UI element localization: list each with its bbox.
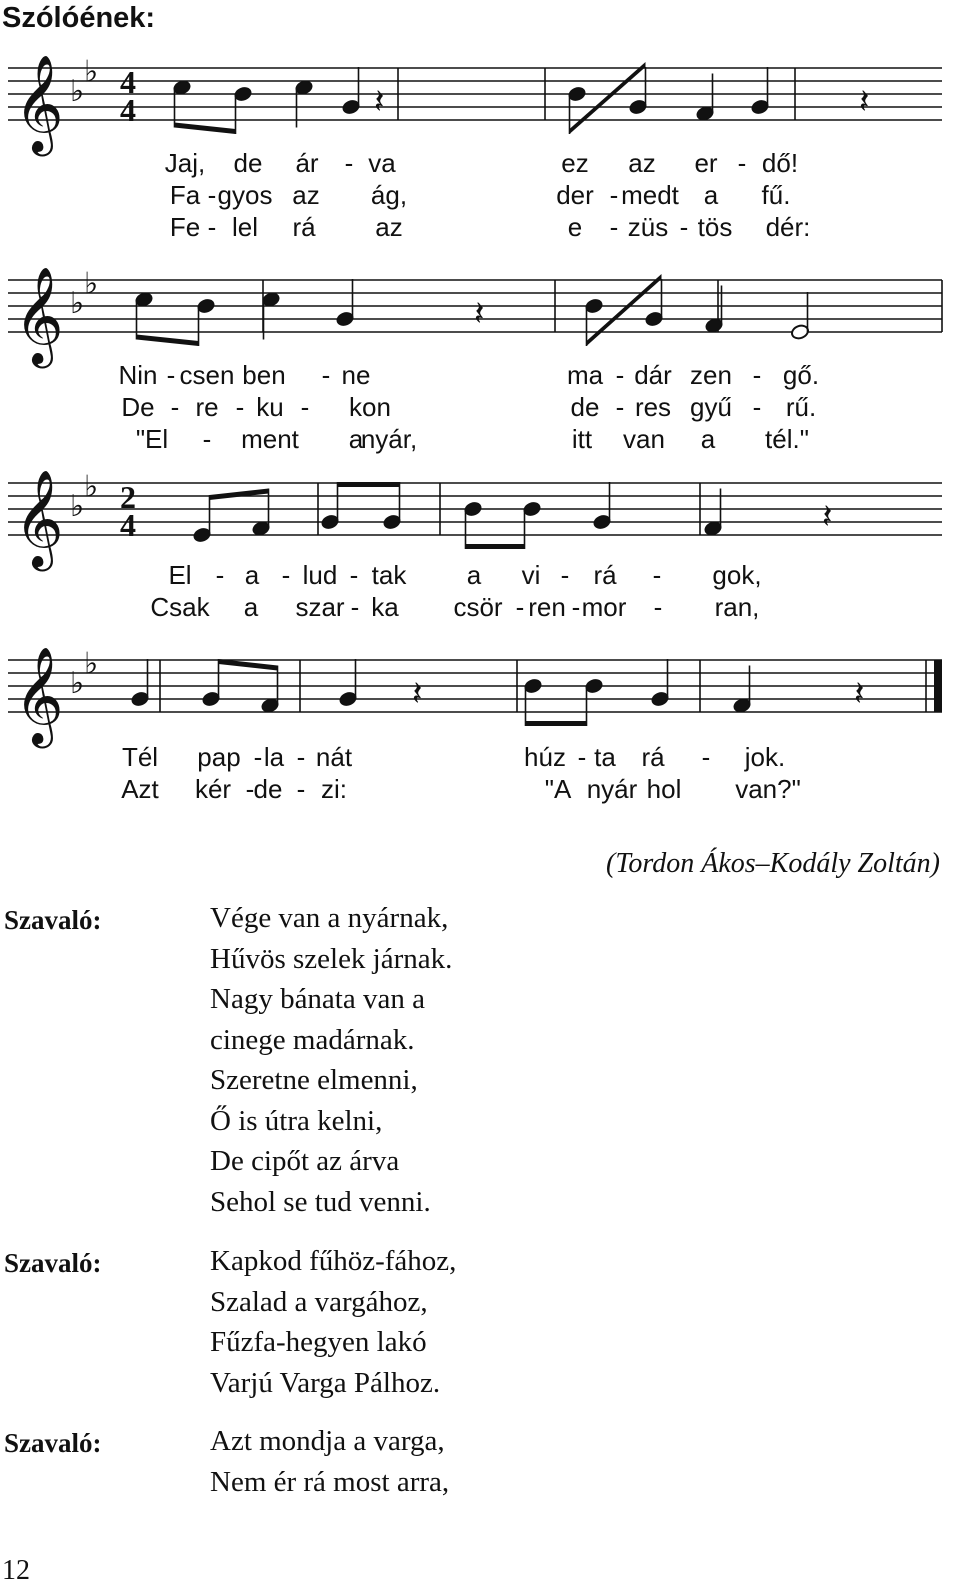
beam bbox=[338, 482, 400, 487]
lyric-syllable: a bbox=[348, 424, 364, 454]
lyric-syllable: züs bbox=[627, 212, 669, 242]
lyric-syllable: "El bbox=[135, 424, 169, 454]
beam bbox=[466, 544, 525, 549]
lyric-hyphen: - bbox=[344, 148, 354, 178]
lyric-syllable: gyű bbox=[690, 392, 732, 422]
recitation-line: Vége van a nyárnak, bbox=[210, 902, 449, 934]
lyric-syllable: ben bbox=[242, 360, 286, 390]
lyric-hyphen: - bbox=[300, 392, 310, 422]
lyric-hyphen: - bbox=[296, 774, 306, 804]
final-bar bbox=[934, 660, 942, 712]
lyric-syllable: lud bbox=[302, 560, 338, 590]
treble-clef-icon: 𝄞 bbox=[14, 54, 64, 152]
lyric-syllable: jok. bbox=[744, 742, 786, 772]
lyrics-block-4 bbox=[0, 742, 960, 806]
lyric-syllable: der bbox=[556, 180, 594, 210]
lyric-syllable: a bbox=[244, 560, 260, 590]
lyric-syllable: e bbox=[567, 212, 583, 242]
lyric-syllable: a bbox=[700, 424, 716, 454]
lyric-syllable: El bbox=[168, 560, 192, 590]
beam bbox=[219, 659, 278, 671]
lyric-hyphen: - bbox=[515, 592, 525, 622]
music-staff-2 bbox=[0, 252, 960, 362]
lyrics-block-2 bbox=[0, 360, 960, 456]
page-number: 12 bbox=[2, 1555, 30, 1586]
lyric-syllable: zen bbox=[690, 360, 732, 390]
flat-b-icon: ♭ bbox=[70, 666, 85, 701]
lyric-syllable: szar bbox=[295, 592, 345, 622]
lyric-syllable: mor bbox=[581, 592, 627, 622]
lyric-hyphen: - bbox=[166, 360, 176, 390]
lyric-syllable: gő. bbox=[782, 360, 820, 390]
lyric-syllable: csör bbox=[453, 592, 503, 622]
lyric-syllable: dár bbox=[634, 360, 672, 390]
lyric-hyphen: - bbox=[235, 392, 245, 422]
lyric-syllable: gyos bbox=[217, 180, 273, 210]
lyric-hyphen: - bbox=[609, 180, 619, 210]
speaker-label: Szavaló: bbox=[4, 1248, 102, 1278]
lyric-line bbox=[0, 774, 960, 806]
lyric-syllable: az bbox=[375, 212, 403, 242]
recitation-stanza-2 bbox=[210, 1241, 456, 1403]
lyric-syllable: Fa bbox=[169, 180, 201, 210]
lyric-syllable: de bbox=[570, 392, 600, 422]
quarter-rest-icon: 𝄽 bbox=[854, 674, 865, 714]
recitation-line: Szalad a vargához, bbox=[210, 1285, 428, 1318]
lyric-hyphen: - bbox=[253, 742, 263, 772]
lyric-syllable: de bbox=[253, 774, 283, 804]
lyric-syllable: ma bbox=[566, 360, 604, 390]
treble-clef-icon: 𝄞 bbox=[14, 469, 64, 567]
lyric-syllable: Nin bbox=[118, 360, 158, 390]
lyric-hyphen: - bbox=[752, 360, 762, 390]
lyric-hyphen: - bbox=[615, 360, 625, 390]
lyric-syllable: Tél bbox=[121, 742, 159, 772]
flat-e-icon: ♭ bbox=[84, 469, 99, 505]
recitation-line: Kapkod fűhöz-fához, bbox=[210, 1245, 457, 1277]
lyric-hyphen: - bbox=[652, 560, 662, 590]
lyric-hyphen: - bbox=[679, 212, 689, 242]
lyric-line bbox=[0, 392, 960, 424]
lyric-syllable: ka bbox=[371, 592, 399, 622]
recitation-line: Nem ér rá most arra, bbox=[210, 1465, 450, 1498]
music-staff-1 bbox=[0, 40, 960, 150]
lyric-syllable: gok, bbox=[712, 560, 762, 590]
lyric-syllable: nát bbox=[315, 742, 353, 772]
lyric-syllable: pap bbox=[197, 742, 241, 772]
lyric-syllable: vi bbox=[521, 560, 541, 590]
lyric-hyphen: - bbox=[170, 392, 180, 422]
lyric-syllable: va bbox=[368, 148, 396, 178]
music-staff-3 bbox=[0, 455, 960, 565]
recitation-line: Fűzfa-hegyen lakó bbox=[210, 1326, 427, 1358]
lyric-hyphen: - bbox=[215, 560, 225, 590]
lyric-line bbox=[0, 212, 960, 244]
lyric-hyphen: - bbox=[202, 424, 212, 454]
time-signature-bottom: 4 bbox=[120, 507, 136, 543]
lyric-hyphen: - bbox=[752, 392, 762, 422]
lyric-syllable: fű. bbox=[761, 180, 791, 210]
lyric-syllable: itt bbox=[571, 424, 593, 454]
lyric-syllable: "A bbox=[544, 774, 572, 804]
beam bbox=[210, 489, 269, 501]
lyric-line bbox=[0, 360, 960, 392]
lyric-line bbox=[0, 424, 960, 456]
lyric-hyphen: - bbox=[245, 774, 255, 804]
lyric-syllable: a bbox=[243, 592, 259, 622]
lyric-syllable: dér: bbox=[765, 212, 811, 242]
lyric-syllable: dő! bbox=[761, 148, 799, 178]
flat-b-icon: ♭ bbox=[70, 489, 85, 524]
lyric-syllable: hol bbox=[646, 774, 682, 804]
recitation-line: cinege madárnak. bbox=[210, 1023, 415, 1056]
lyric-hyphen: - bbox=[207, 212, 217, 242]
lyric-syllable: Fe bbox=[169, 212, 201, 242]
lyric-syllable: ren bbox=[528, 592, 566, 622]
lyric-syllable: ran, bbox=[714, 592, 760, 622]
quarter-rest-icon: 𝄽 bbox=[859, 82, 870, 122]
treble-clef-icon: 𝄞 bbox=[14, 646, 64, 744]
lyric-syllable: az bbox=[292, 180, 320, 210]
lyric-hyphen: - bbox=[609, 212, 619, 242]
lyric-syllable: Jaj, bbox=[164, 148, 206, 178]
beam bbox=[526, 721, 587, 726]
lyric-syllable: az bbox=[628, 148, 656, 178]
lyric-hyphen: - bbox=[207, 180, 217, 210]
lyric-syllable: rá bbox=[593, 560, 617, 590]
time-signature-bottom: 4 bbox=[120, 92, 136, 128]
lyric-hyphen: - bbox=[737, 148, 747, 178]
lyric-syllable: van?" bbox=[735, 774, 801, 804]
lyric-hyphen: - bbox=[615, 392, 625, 422]
flat-e-icon: ♭ bbox=[84, 266, 99, 302]
music-staff-4 bbox=[0, 632, 960, 742]
recitation-line: Varjú Varga Pálhoz. bbox=[210, 1366, 441, 1399]
beam bbox=[175, 123, 236, 135]
flat-b-icon: ♭ bbox=[70, 74, 85, 109]
recitation-line: Szeretne elmenni, bbox=[210, 1064, 418, 1096]
recitation-line: Ő is útra kelni, bbox=[210, 1104, 383, 1137]
quarter-rest-icon: 𝄽 bbox=[412, 674, 423, 714]
lyric-syllable: csen bbox=[179, 360, 235, 390]
lyric-syllable: medt bbox=[621, 180, 679, 210]
speaker-label: Szavaló: bbox=[4, 1428, 102, 1458]
lyric-syllable: tös bbox=[697, 212, 733, 242]
lyric-hyphen: - bbox=[281, 560, 291, 590]
lyric-hyphen: - bbox=[571, 592, 581, 622]
time-signature-top: 4 bbox=[120, 64, 136, 100]
flat-e-icon: ♭ bbox=[84, 54, 99, 90]
quarter-rest-icon: 𝄽 bbox=[374, 82, 385, 122]
flat-e-icon: ♭ bbox=[84, 646, 99, 682]
time-signature-top: 2 bbox=[120, 479, 136, 515]
flat-b-icon: ♭ bbox=[70, 286, 85, 321]
page-title: Szólóének: bbox=[2, 2, 156, 34]
lyric-syllable: Azt bbox=[121, 774, 159, 804]
lyric-syllable: ment bbox=[241, 424, 299, 454]
quarter-rest-icon: 𝄽 bbox=[474, 294, 485, 334]
lyric-syllable: res bbox=[634, 392, 672, 422]
lyric-hyphen: - bbox=[653, 592, 663, 622]
lyric-syllable: kon bbox=[349, 392, 391, 422]
recitation-line: Azt mondja a varga, bbox=[210, 1425, 445, 1457]
lyric-syllable: tak bbox=[371, 560, 407, 590]
lyric-syllable: a bbox=[703, 180, 719, 210]
speaker-label: Szavaló: bbox=[4, 905, 102, 935]
lyric-hyphen: - bbox=[321, 360, 331, 390]
recitation-line: Hűvös szelek járnak. bbox=[210, 942, 453, 975]
recitation-stanza-1 bbox=[210, 898, 452, 1222]
beam bbox=[137, 335, 199, 347]
lyric-syllable: ku bbox=[256, 392, 284, 422]
lyric-syllable: re bbox=[195, 392, 219, 422]
lyric-syllable: er bbox=[694, 148, 718, 178]
lyrics-block-1 bbox=[0, 148, 960, 244]
lyric-syllable: zi: bbox=[321, 774, 347, 804]
recitation-stanza-3 bbox=[210, 1421, 449, 1502]
lyric-line bbox=[0, 180, 960, 212]
lyric-line bbox=[0, 742, 960, 774]
lyric-syllable: nyár, bbox=[360, 424, 418, 454]
lyric-hyphen: - bbox=[701, 742, 711, 772]
lyric-syllable: van bbox=[623, 424, 665, 454]
attribution: (Tordon Ákos–Kodály Zoltán) bbox=[606, 848, 940, 879]
lyric-syllable: tél." bbox=[765, 424, 809, 454]
lyric-syllable: Csak bbox=[150, 592, 210, 622]
lyric-syllable: de bbox=[233, 148, 263, 178]
lyrics-block-3 bbox=[0, 560, 960, 624]
lyric-syllable: a bbox=[466, 560, 482, 590]
recitation-line: De cipőt az árva bbox=[210, 1145, 400, 1177]
lyric-syllable: kér bbox=[194, 774, 232, 804]
lyric-syllable: ág, bbox=[370, 180, 408, 210]
lyric-syllable: ár bbox=[295, 148, 319, 178]
recitation-line: Sehol se tud venni. bbox=[210, 1185, 431, 1218]
treble-clef-icon: 𝄞 bbox=[14, 266, 64, 364]
lyric-syllable: rá bbox=[292, 212, 316, 242]
lyric-line bbox=[0, 592, 960, 624]
lyric-syllable: rű. bbox=[785, 392, 817, 422]
lyric-hyphen: - bbox=[296, 742, 306, 772]
lyric-syllable: nyár bbox=[586, 774, 638, 804]
lyric-hyphen: - bbox=[560, 560, 570, 590]
lyric-syllable: húz bbox=[524, 742, 566, 772]
lyric-syllable: la bbox=[263, 742, 285, 772]
lyric-syllable: ez bbox=[561, 148, 589, 178]
lyric-syllable: ta bbox=[594, 742, 616, 772]
lyric-syllable: rá bbox=[641, 742, 665, 772]
lyric-hyphen: - bbox=[349, 560, 359, 590]
lyric-hyphen: - bbox=[577, 742, 587, 772]
lyric-line bbox=[0, 148, 960, 180]
lyric-line bbox=[0, 560, 960, 592]
recitation-line: Nagy bánata van a bbox=[210, 983, 425, 1015]
quarter-rest-icon: 𝄽 bbox=[822, 497, 833, 537]
lyric-hyphen: - bbox=[350, 592, 360, 622]
lyric-syllable: De bbox=[121, 392, 155, 422]
lyric-syllable: ne bbox=[341, 360, 371, 390]
lyric-syllable: lel bbox=[231, 212, 259, 242]
